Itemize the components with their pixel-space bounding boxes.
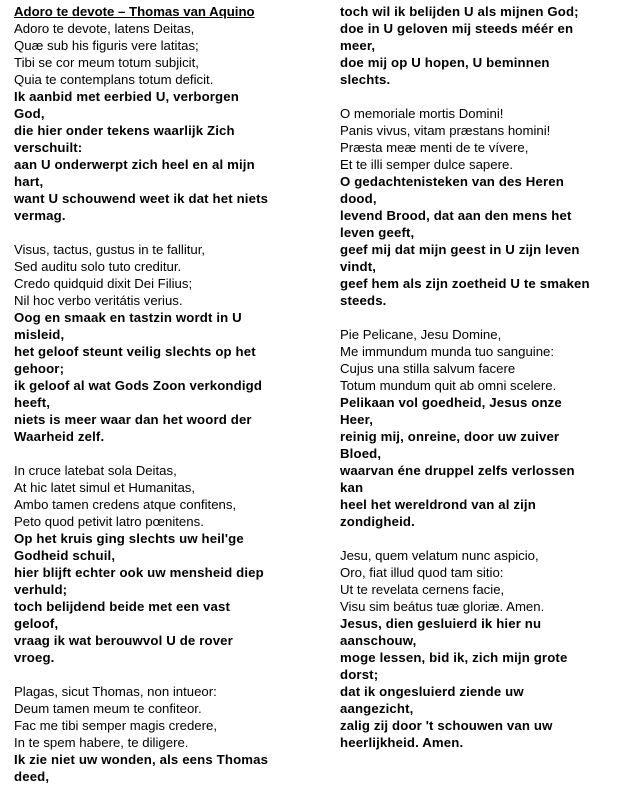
latin-line: Et te illi semper dulce sapere. (340, 157, 513, 172)
dutch-line: steeds. (340, 293, 387, 308)
dutch-line: het geloof steunt veilig slechts op het (14, 344, 256, 359)
dutch-line: niets is meer waar dan het woord der (14, 412, 252, 427)
dutch-line: Waarheid zelf. (14, 429, 105, 444)
stanza (14, 462, 306, 666)
latin-line: Adoro te devote, latens Deitas, (14, 21, 195, 36)
dutch-line: aan U onderwerpt zich heel en al mijn (14, 157, 255, 172)
stanza (340, 326, 616, 530)
dutch-line: vroeg. (14, 650, 55, 665)
dutch-line: aanschouw, (340, 633, 417, 648)
latin-line: Plagas, sicut Thomas, non intueor: (14, 684, 217, 699)
dutch-line: moge lessen, bid ik, zich mijn grote (340, 650, 568, 665)
stanza-gap (14, 445, 306, 462)
stanza (340, 3, 616, 88)
stanza-gap (14, 224, 306, 241)
stanza (14, 20, 306, 224)
dutch-line: Op het kruis ging slechts uw heil'ge (14, 531, 244, 546)
dutch-line: Pelikaan vol goedheid, Jesus onze (340, 395, 562, 410)
latin-line: Panis vivus, vitam præstans homini! (340, 123, 551, 138)
dutch-line: hart, (14, 174, 44, 189)
poem-title: Adoro te devote – Thomas van Aquino (14, 4, 255, 19)
dutch-line: God, (14, 106, 45, 121)
dutch-line: vraag ik wat berouwvol U de rover (14, 633, 233, 648)
latin-line: Quæ sub his figuris vere latitas; (14, 38, 199, 53)
stanza-gap (340, 530, 616, 547)
stanza-gap (14, 666, 306, 683)
dutch-line: Godheid schuil, (14, 548, 116, 563)
dutch-line: geef mij dat mijn geest in U zijn leven (340, 242, 580, 257)
latin-line: Credo quidquid dixit Dei Filius; (14, 276, 193, 291)
dutch-line: O gedachtenisteken van des Heren (340, 174, 564, 189)
dutch-line: Ik zie niet uw wonden, als eens Thomas (14, 752, 269, 767)
dutch-line: ik geloof al wat Gods Zoon verkondigd (14, 378, 263, 393)
latin-line: Peto quod petivit latro pœnitens. (14, 514, 204, 529)
latin-line: Oro, fiat illud quod tam sitio: (340, 565, 504, 580)
dutch-line: dat ik ongesluierd ziende uw (340, 684, 524, 699)
dutch-line: toch wil ik belijden U als mijnen God; (340, 4, 579, 19)
stanza-gap (340, 88, 616, 105)
stanza-gap (340, 309, 616, 326)
dutch-line: aangezicht, (340, 701, 414, 716)
left-column (14, 3, 306, 785)
dutch-line: geef hem als zijn zoetheid U te smaken (340, 276, 590, 291)
latin-line: Me immundum munda tuo sanguine: (340, 344, 555, 359)
stanza (340, 547, 616, 751)
dutch-line: zondigheid. (340, 514, 415, 529)
dutch-line: meer, (340, 38, 376, 53)
dutch-line: doe mij op U hopen, U beminnen (340, 55, 550, 70)
dutch-line: Oog en smaak en tastzin wordt in U (14, 310, 242, 325)
latin-line: Visus, tactus, gustus in te fallitur, (14, 242, 206, 257)
dutch-line: vermag. (14, 208, 66, 223)
dutch-line: Heer, (340, 412, 374, 427)
right-column (340, 3, 616, 751)
stanza (14, 241, 306, 445)
dutch-line: verhuld; (14, 582, 68, 597)
dutch-line: leven geeft, (340, 225, 415, 240)
dutch-line: gehoor; (14, 361, 65, 376)
latin-line: Totum mundum quit ab omni scelere. (340, 378, 557, 393)
dutch-line: deed, (14, 769, 50, 784)
dutch-line: die hier onder tekens waarlijk Zich (14, 123, 235, 138)
latin-line: O memoriale mortis Domini! (340, 106, 504, 121)
latin-line: In te spem habere, te diligere. (14, 735, 189, 750)
dutch-line: hier blijft echter ook uw mensheid diep (14, 565, 264, 580)
dutch-line: dorst; (340, 667, 379, 682)
dutch-line: doe in U geloven mij steeds méér en (340, 21, 574, 36)
dutch-line: heeft, (14, 395, 51, 410)
stanza (340, 105, 616, 309)
dutch-line: toch belijdend beide met een vast (14, 599, 231, 614)
dutch-line: zalig zij door 't schouwen van uw (340, 718, 553, 733)
latin-line: Quia te contemplans totum deficit. (14, 72, 214, 87)
dutch-line: reinig mij, onreine, door uw zuiver (340, 429, 560, 444)
latin-line: Sed auditu solo tuto creditur. (14, 259, 182, 274)
latin-line: At hic latet simul et Humanitas, (14, 480, 196, 495)
dutch-line: kan (340, 480, 364, 495)
dutch-line: dood, (340, 191, 377, 206)
dutch-line: verschuilt: (14, 140, 83, 155)
dutch-line: heerlijkheid. Amen. (340, 735, 464, 750)
latin-line: Jesu, quem velatum nunc aspicio, (340, 548, 539, 563)
latin-line: Tibi se cor meum totum subjicit, (14, 55, 199, 70)
dutch-line: vindt, (340, 259, 377, 274)
latin-line: Cujus una stilla salvum facere (340, 361, 516, 376)
dutch-line: levend Brood, dat aan den mens het (340, 208, 572, 223)
dutch-line: slechts. (340, 72, 391, 87)
latin-line: Ut te revelata cernens facie, (340, 582, 505, 597)
latin-line: Præsta meæ menti de te vívere, (340, 140, 529, 155)
latin-line: Deum tamen meum te confiteor. (14, 701, 202, 716)
dutch-line: Ik aanbid met eerbied U, verborgen (14, 89, 239, 104)
latin-line: In cruce latebat sola Deitas, (14, 463, 177, 478)
latin-line: Pie Pelicane, Jesu Domine, (340, 327, 502, 342)
latin-line: Nil hoc verbo veritátis verius. (14, 293, 183, 308)
dutch-line: Bloed, (340, 446, 382, 461)
dutch-line: misleid, (14, 327, 65, 342)
dutch-line: Jesus, dien gesluierd ik hier nu (340, 616, 542, 631)
dutch-line: want U schouwend weet ik dat het niets (14, 191, 269, 206)
dutch-line: waarvan éne druppel zelfs verlossen (340, 463, 575, 478)
latin-line: Fac me tibi semper magis credere, (14, 718, 218, 733)
latin-line: Ambo tamen credens atque confitens, (14, 497, 237, 512)
stanza (14, 683, 306, 785)
dutch-line: heel het wereldrond van al zijn (340, 497, 536, 512)
latin-line: Visu sim beátus tuæ gloriæ. Amen. (340, 599, 545, 614)
dutch-line: geloof, (14, 616, 59, 631)
